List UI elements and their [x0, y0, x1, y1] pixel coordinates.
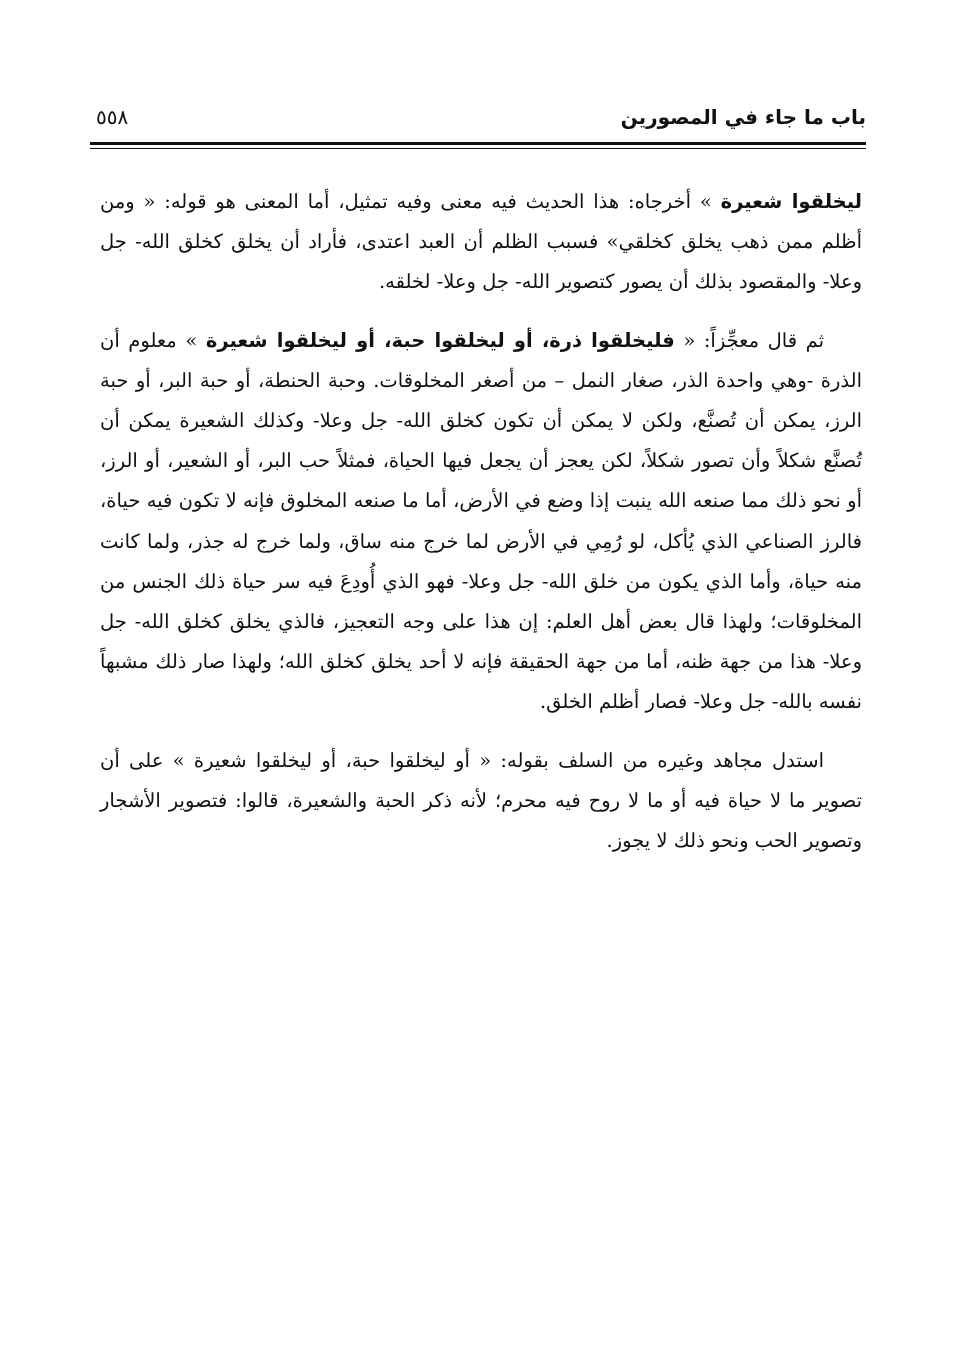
paragraph-intro: ثم قال معجِّزاً: « [674, 328, 824, 352]
hadith-phrase: ليخلقوا شعيرة [720, 190, 862, 213]
paragraph-text: استدل مجاهد وغيره من السلف بقوله: « أو ليخلقوا حبة، أو ليخلقوا شعيرة » على أن تصوير ما لا حياة فيه أو ما لا روح فيه محرم؛ لأنه ذكر الحبة والشعيرة، قالوا: فتصوير الأشجار وتصوير الحب ونحو ذلك لا يجوز. [100, 748, 862, 853]
paragraph-2 [100, 321, 862, 723]
paragraph-text: » معلوم أن الذرة -وهي واحدة الذر، صغار النمل – من أصغر المخلوقات. وحبة الحنطة، أو حبة البر، أو حبة الرز، يمكن أن تُصنَّع، ولكن لا يمكن أن تكون كخلق الله- جل وعلا- وكذلك الشعيرة يمكن أن تُصنَّع شكلاً وأن تصور شكلاً، لكن يعجز أن يجعل فيها الحياة، فمثلاً حب البر، أو الشعير، أو الرز، أو نحو ذلك مما صنعه الله ينبت إذا وضع في الأرض، أما ما صنعه المخلوق فإنه لا تكون فيه حياة، فالرز الصناعي الذي يُأكل، لو رُمِي في الأرض لما خرج منه ساق، ولما خرج له جذر، ولما كانت منه حياة، وأما الذي يكون من خلق الله- جل وعلا- فهو الذي أُودِعَ فيه سر حياة ذلك الجنس من المخلوقات؛ ولهذا قال بعض أهل العلم: إن هذا على وجه التعجيز، فالذي يخلق كخلق الله- جل وعلا- هذا من جهة ظنه، أما من جهة الحقيقة فإنه لا أحد يخلق كخلق الله؛ ولهذا صار ذلك مشبهاً نفسه بالله- جل وعلا- فصار أظلم الخلق. [100, 328, 862, 714]
paragraph-1 [100, 182, 862, 303]
chapter-title: باب ما جاء في المصورين [620, 105, 866, 129]
page-header [90, 95, 866, 139]
header-divider-thin [90, 148, 866, 149]
hadith-quote: فليخلقوا ذرة، أو ليخلقوا حبة، أو ليخلقوا شعيرة [205, 328, 675, 352]
paragraph-3 [100, 741, 862, 862]
paragraph-text: » أخرجاه: هذا الحديث فيه معنى وفيه تمثيل، أما المعنى هو قوله: « ومن أظلم ممن ذهب يخلق كخلقي» فسبب الظلم أن العبد اعتدى، فأراد أن يخلق كخلق الله- جل وعلا- والمقصود بذلك أن يصور كتصوير الله- جل وعلا- لخلقه. [100, 190, 862, 294]
header-divider-thick [90, 142, 866, 145]
page-number: ٥٥٨ [96, 105, 129, 129]
page-body [100, 182, 862, 861]
